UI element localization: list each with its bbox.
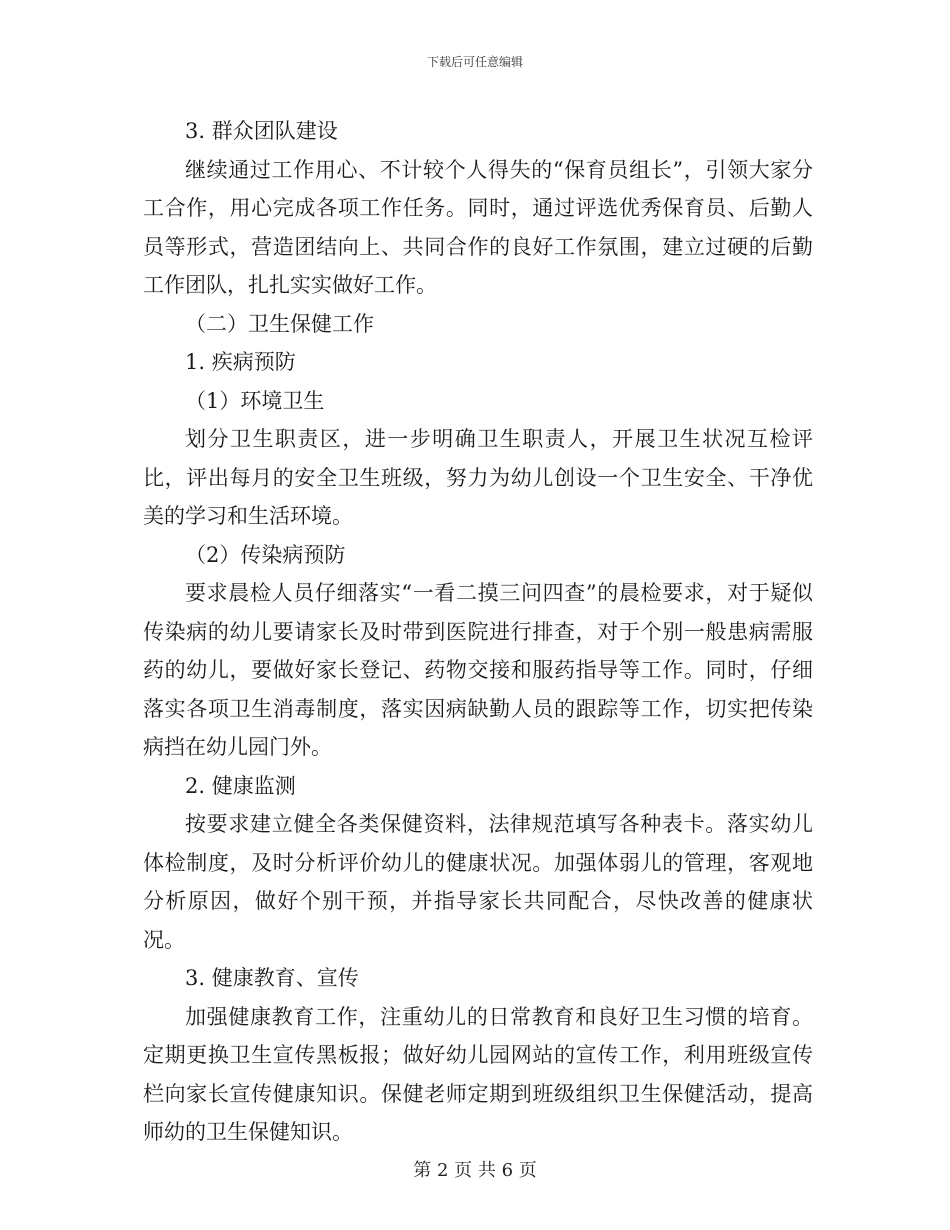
team-building-heading: 3. 群众团队建设: [185, 119, 338, 143]
team-building-paragraph: 继续通过工作用心、不计较个人得失的“保育员组长”，引领大家分工合作，用心完成各项工作任务。同时，通过评选优秀保育员、后勤人员等形式，营造团结向上、共同合作的良好工作氛围，建立过硬的后勤工作团队，扎扎实实做好工作。: [143, 157, 813, 297]
environment-hygiene-paragraph: 划分卫生职责区，进一步明确卫生职责人，开展卫生状况互检评比，评出每月的安全卫生班级，努力为幼儿创设一个卫生安全、干净优美的学习和生活环境。: [143, 427, 813, 528]
disease-prevention-heading: 1. 疾病预防: [185, 350, 296, 374]
environment-hygiene-heading: （1）环境卫生: [185, 388, 325, 413]
infectious-disease-heading: （2）传染病预防: [185, 542, 346, 567]
health-monitoring-paragraph: 按要求建立健全各类保健资料，法律规范填写各种表卡。落实幼儿体检制度，及时分析评价幼儿的健康状况。加强体弱儿的管理，客观地分析原因，做好个别干预，并指导家长共同配合，尽快改善的健康状况。: [143, 812, 813, 952]
health-monitoring-heading: 2. 健康监测: [185, 773, 296, 798]
health-education-paragraph: 加强健康教育工作，注重幼儿的日常教育和良好卫生习惯的培育。定期更换卫生宣传黑板报；做好幼儿园网站的宣传工作，利用班级宣传栏向家长宣传健康知识。保健老师定期到班级组织卫生保健活动，提高师幼的卫生保健知识。: [143, 1004, 813, 1144]
document-body: [143, 112, 813, 1152]
page-number-footer: 第 2 页 共 6 页: [413, 1160, 537, 1181]
health-education-heading: 3. 健康教育、宣传: [185, 966, 359, 990]
page-header: 下载后可任意编辑: [426, 55, 523, 69]
infectious-disease-paragraph: 要求晨检人员仔细落实“一看二摸三问四查”的晨检要求，对于疑似传染病的幼儿要请家长及时带到医院进行排查，对于个别一般患病需服药的幼儿，要做好家长登记、药物交接和服药指导等工作。同时，仔细落实各项卫生消毒制度，落实因病缺勤人员的跟踪等工作，切实把传染病挡在幼儿园门外。: [143, 581, 813, 759]
health-care-section-heading: （二）卫生保健工作: [185, 311, 374, 336]
